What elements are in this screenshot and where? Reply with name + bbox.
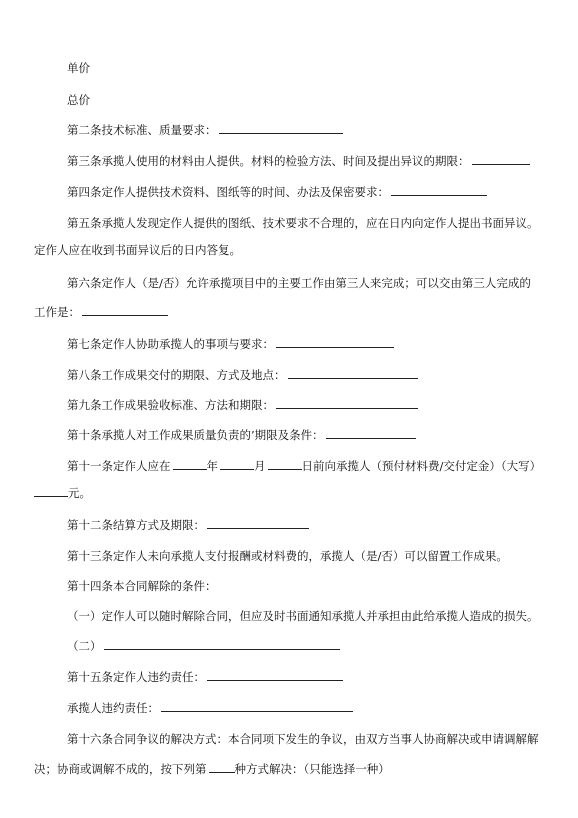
article-4 — [67, 184, 548, 200]
article-3-text: 第三条承揽人使用的材料由人提供。材料的检验方法、时间及提出异议的期限： — [67, 154, 470, 168]
total-price-label: 总价 — [67, 93, 90, 107]
article-7 — [67, 336, 548, 352]
article-6-line-1: 第六条定作人（是/否）允许承揽项目中的主要工作由第三人来完成；可以交由第三人完成的 — [67, 276, 531, 290]
article-7-blank[interactable] — [276, 336, 394, 348]
article-11-year-blank[interactable] — [173, 458, 207, 470]
article-15 — [67, 669, 548, 685]
article-11-year: 年 — [206, 459, 218, 473]
article-14-item-1: （一）定作人可以随时解除合同，但应及时书面通知承揽人并承担由此给承揽人造成的损失。 — [67, 609, 539, 623]
article-14: 第十四条本合同解除的条件： — [67, 579, 217, 593]
article-6-blank[interactable] — [82, 304, 168, 316]
article-14-item-2-text: （二） — [67, 639, 102, 653]
article-13: 第十三条定作人未向承揽人支付报酬或材料费的，承揽人（是/否）可以留置工作成果。 — [67, 549, 508, 563]
article-16-choice-blank[interactable] — [209, 761, 235, 773]
article-4-text: 第四条定作人提供技术资料、图纸等的时间、办法及保密要求： — [67, 185, 389, 199]
article-11-yuan: 元。 — [68, 486, 91, 500]
article-10 — [67, 427, 548, 443]
article-6-line-2 — [34, 304, 548, 320]
article-12-text: 第十二条结算方式及期限： — [67, 518, 205, 532]
article-11-text-a: 第十一条定作人应在 — [67, 459, 171, 473]
article-2-blank[interactable] — [219, 122, 343, 134]
article-12 — [67, 517, 548, 533]
article-3 — [67, 153, 548, 169]
article-15-contractor-text: 承揽人违约责任： — [67, 701, 159, 715]
article-2 — [67, 122, 548, 138]
article-11-day-blank[interactable] — [268, 458, 302, 470]
article-12-blank[interactable] — [207, 517, 309, 529]
article-4-blank[interactable] — [391, 184, 487, 196]
article-11-line-2 — [34, 485, 548, 501]
article-14-item-2 — [67, 638, 548, 654]
article-9 — [67, 397, 548, 413]
article-8 — [67, 367, 548, 383]
article-8-text: 第八条工作成果交付的期限、方式及地点： — [67, 368, 286, 382]
article-10-blank[interactable] — [326, 427, 416, 439]
article-8-blank[interactable] — [288, 367, 418, 379]
article-16-text-b: 种方式解决：（只能选择一种） — [234, 762, 390, 776]
article-14-item-2-blank[interactable] — [104, 638, 340, 650]
article-11-month: 月 — [254, 459, 266, 473]
article-16-line-1: 第十六条合同争议的解决方式：本合同项下发生的争议，由双方当事人协商解决或申请调解解 — [67, 732, 539, 746]
unit-price-label: 单价 — [67, 61, 90, 75]
article-5-line-2: 定作人应在收到书面异议后的日内答复。 — [34, 243, 241, 257]
article-3-blank[interactable] — [472, 153, 530, 165]
article-9-text: 第九条工作成果验收标准、方法和期限： — [67, 398, 274, 412]
article-10-text: 第十条承揽人对工作成果质量负责的’期限及条件： — [67, 428, 324, 442]
article-15-contractor — [67, 700, 548, 716]
article-15-blank[interactable] — [207, 669, 343, 681]
article-11-month-blank[interactable] — [220, 458, 254, 470]
article-9-blank[interactable] — [276, 397, 418, 409]
article-11-amount-blank[interactable] — [34, 485, 68, 497]
article-5-line-1: 第五条承揽人发现定作人提供的图纸、技术要求不合理的，应在日内向定作人提出书面异议。 — [67, 216, 539, 230]
article-11-text-b: 日前向承揽人（预付材料费/交付定金）（大写） — [301, 459, 542, 473]
article-16-line-2 — [34, 761, 548, 777]
article-16-text-a: 决；协商或调解不成的，按下列第 — [34, 762, 207, 776]
article-11-line-1 — [67, 458, 548, 474]
article-15-text: 第十五条定作人违约责任： — [67, 670, 205, 684]
article-6-text: 工作是： — [34, 305, 80, 319]
article-2-text: 第二条技术标准、质量要求： — [67, 123, 217, 137]
article-15-contractor-blank[interactable] — [161, 700, 353, 712]
article-7-text: 第七条定作人协助承揽人的事项与要求： — [67, 337, 274, 351]
